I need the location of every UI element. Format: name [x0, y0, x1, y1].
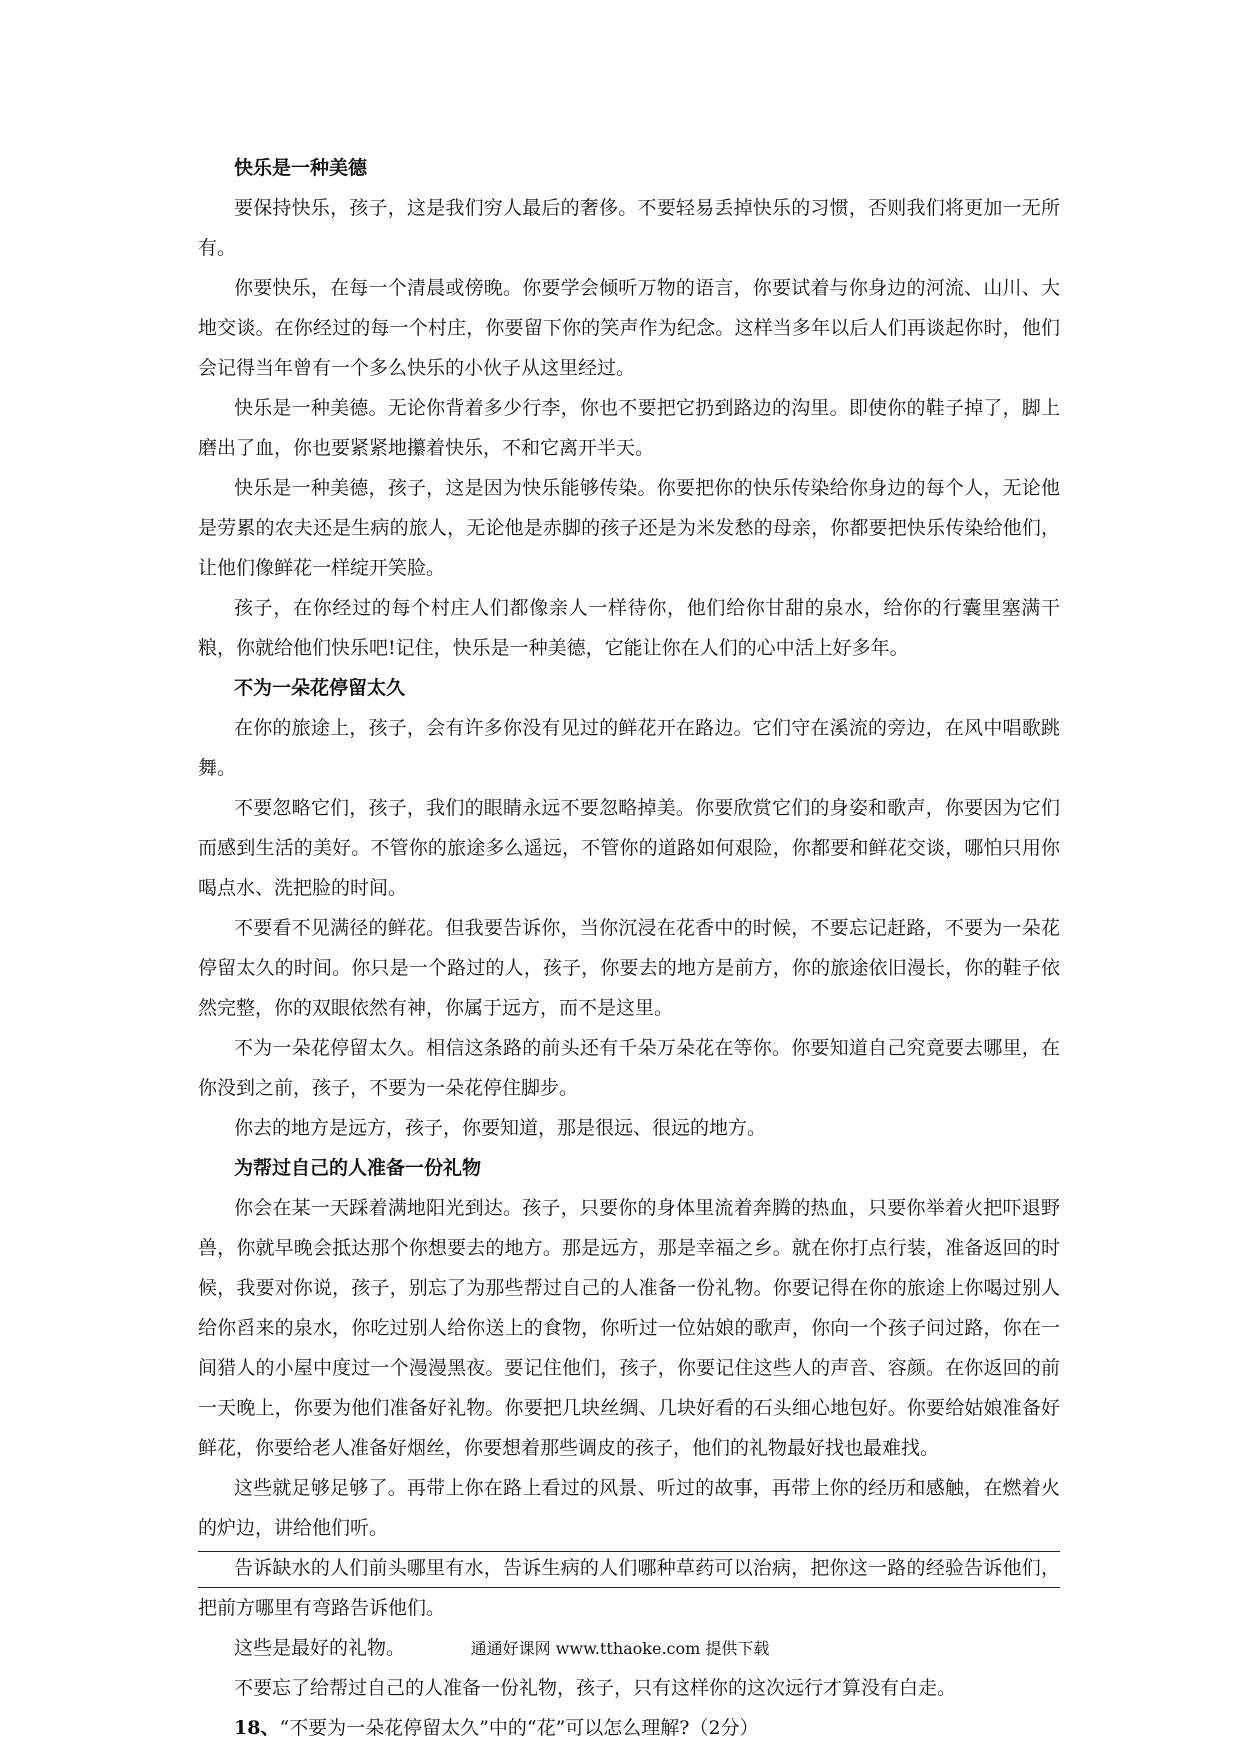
paragraph: 你要快乐，在每一个清晨或傍晚。你要学会倾听万物的语言，你要试着与你身边的河流、山川、大地交谈。在你经过的每一个村庄，你要留下你的笑声作为纪念。这样当多年以后人们再谈起你时，他们会记得当年曾有一个多么快乐的小伙子从这里经过。 [198, 277, 1060, 379]
article-body [198, 148, 1060, 1748]
paragraph: 快乐是一种美德。无论你背着多少行李，你也不要把它扔到路边的沟里。即使你的鞋子掉了，脚上磨出了血，你也要紧紧地攥着快乐，不和它离开半天。 [198, 397, 1060, 459]
section-heading: 不为一朵花停留太久 [234, 677, 406, 699]
paragraph: 不要忘了给帮过自己的人准备一份礼物，孩子，只有这样你的这次远行才算没有白走。 [234, 1677, 957, 1699]
question-18 [198, 1708, 1060, 1748]
question-text: “不要为一朵花停留太久”中的“花”可以怎么理解?（2分） [279, 1717, 759, 1739]
paragraph: 你去的地方是远方，孩子，你要知道，那是很远、很远的地方。 [234, 1117, 767, 1139]
paragraph: 孩子，在你经过的每个村庄人们都像亲人一样待你，他们给你甘甜的泉水，给你的行囊里塞满干粮，你就给他们快乐吧!记住，快乐是一种美德，它能让你在人们的心中活上好多年。 [198, 597, 1060, 659]
paragraph: 这些是最好的礼物。 [234, 1637, 406, 1659]
paragraph: 在你的旅途上，孩子，会有许多你没有见过的鲜花开在路边。它们守在溪流的旁边，在风中唱歌跳舞。 [198, 717, 1060, 779]
answer-line[interactable] [198, 1551, 1060, 1552]
paragraph: 要保持快乐，孩子，这是我们穷人最后的奢侈。不要轻易丢掉快乐的习惯，否则我们将更加一无所有。 [198, 197, 1060, 259]
paragraph: 快乐是一种美德，孩子，这是因为快乐能够传染。你要把你的快乐传染给你身边的每个人，无论他是劳累的农夫还是生病的旅人，无论他是赤脚的孩子还是为米发愁的母亲，你都要把快乐传染给他们，让他们像鲜花一样绽开笑脸。 [198, 477, 1060, 579]
paragraph: 不为一朵花停留太久。相信这条路的前头还有千朵万朵花在等你。你要知道自己究竟要去哪里，在你没到之前，孩子，不要为一朵花停住脚步。 [198, 1037, 1060, 1099]
paragraph: 不要忽略它们，孩子，我们的眼睛永远不要忽略掉美。你要欣赏它们的身姿和歌声，你要因为它们而感到生活的美好。不管你的旅途多么遥远，不管你的道路如何艰险，你都要和鲜花交谈，哪怕只用你喝点水、洗把脸的时间。 [198, 797, 1060, 899]
question-number: 18、 [234, 1717, 280, 1739]
paragraph: 这些就足够足够了。再带上你在路上看过的风景、听过的故事，再带上你的经历和感触，在燃着火的炉边，讲给他们听。 [198, 1477, 1060, 1539]
answer-line[interactable] [198, 1587, 1060, 1588]
section-heading: 快乐是一种美德 [234, 157, 368, 179]
page-footer: 通通好课网 www.tthaoke.com 提供下载 [470, 1639, 770, 1658]
section-heading: 为帮过自己的人准备一份礼物 [234, 1157, 482, 1179]
paragraph: 告诉缺水的人们前头哪里有水，告诉生病的人们哪种草药可以治病，把你这一路的经验告诉他们，把前方哪里有弯路告诉他们。 [198, 1557, 1060, 1619]
paragraph: 你会在某一天踩着满地阳光到达。孩子，只要你的身体里流着奔腾的热血，只要你举着火把吓退野兽，你就早晚会抵达那个你想要去的地方。那是远方，那是幸福之乡。就在你打点行装，准备返回的时候，我要对你说，孩子，别忘了为那些帮过自己的人准备一份礼物。你要记得在你的旅途上你喝过别人给你舀来的泉水，你吃过别人给你送上的食物，你听过一位姑娘的歌声，你向一个孩子问过路，你在一间猎人的小屋中度过一个漫漫黑夜。要记住他们，孩子，你要记住这些人的声音、容颜。在你返回的前一天晚上，你要为他们准备好礼物。你要把几块丝绸、几块好看的石头细心地包好。你要给姑娘准备好鲜花，你要给老人准备好烟丝，你要想着那些调皮的孩子，他们的礼物最好找也最难找。 [198, 1197, 1060, 1459]
paragraph: 不要看不见满径的鲜花。但我要告诉你，当你沉浸在花香中的时候，不要忘记赶路，不要为一朵花停留太久的时间。你只是一个路过的人，孩子，你要去的地方是前方，你的旅途依旧漫长，你的鞋子依然完整，你的双眼依然有神，你属于远方，而不是这里。 [198, 917, 1060, 1019]
